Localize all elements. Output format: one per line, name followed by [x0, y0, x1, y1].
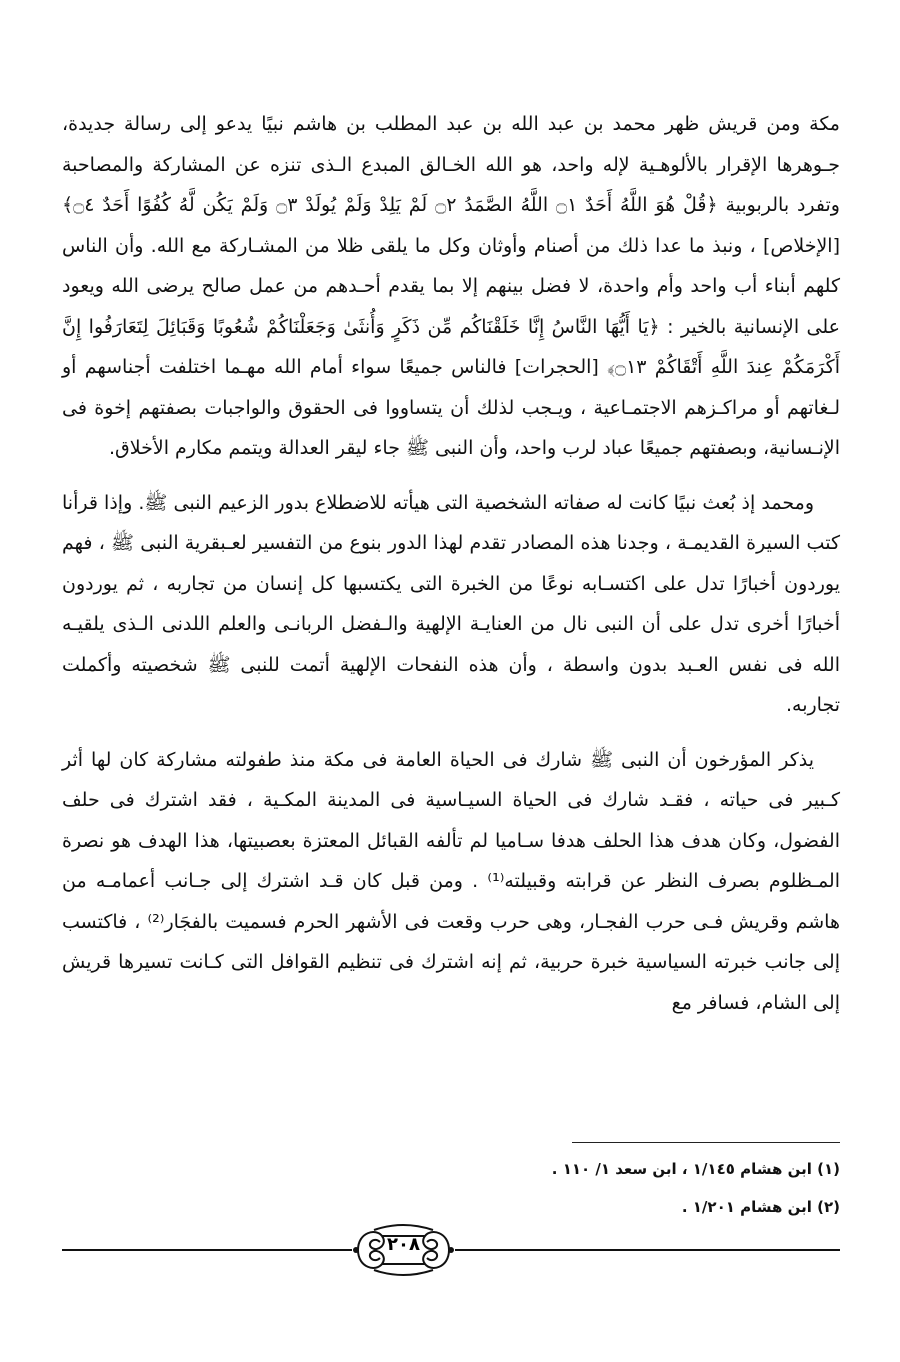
paragraph-2: ومحمد إذ بُعث نبيًا كانت له صفاته الشخصية التى هيأته للاضطلاع بدور الزعيم النبى ﷺ. وإذا قرأنا كتب السيرة القديمـة ، وجدنا هذه المصادر تقدم لهذا الدور بنوع من التفسير لعـبقرية النبى ﷺ ، فهم يوردون أخبارًا تدل على اكتسـابه نوعًا من الخبرة التى يكتسبها كل إنسان من تجاربه ، ثم يوردون أخبارًا أخرى تدل على أن النبى نال من العنايـة الإلهية والـفضل الربانـى والعلم اللدنى الـذى يلقيـه الله فى نفس العـبد بدون واسطة ، وأن هذه النفحات الإلهية أتمت للنبى ﷺ شخصيته وأكملت تجاربه. [62, 491, 840, 716]
footnote-1: (١) ابن هشام ١/١٤٥ ، ابن سعد ١/ ١١٠ . [551, 1160, 840, 1178]
footnotes [62, 1150, 840, 1226]
paragraph-3: يذكر المؤرخون أن النبى ﷺ شارك فى الحياة العامة فى مكة منذ طفولته مشاركة كان لها أثر كـبير فى حياته ، فقـد شارك فى الحياة السيـاسية فى المدينة المكـية ، فقد اشترك فى حلف الفضول، وكان هدف هذا الحلف هدفا سـاميا لم تألفه القبائل المعتزة بعصبيتها، هذا الهدف هو نصرة المـظلوم بصرف النظر عن قرابته وقبيلته⁽¹⁾ . ومن قبل كان قـد اشترك إلى جـانب أعمامـه من هاشم وقريش فـى حرب الفجـار، وهى حرب وقعت فى الأشهر الحرم فسميت بالفجَار⁽²⁾ ، فاكتسب إلى جانب خبرته السياسية خبرة حربية، ثم إنه اشترك فى تنظيم القوافل التى كـانت تسيرها قريش إلى الشام، فسافر مع [62, 748, 840, 1014]
footer-rule-left [62, 1249, 352, 1251]
footer-rule-right [455, 1249, 840, 1251]
footnote-separator [572, 1142, 840, 1143]
footnote-2: (٢) ابن هشام ١/٢٠١ . [681, 1198, 840, 1216]
page-body [62, 104, 840, 1037]
paragraph-1: مكة ومن قريش ظهر محمد بن عبد الله بن عبد المطلب بن هاشم نبيًا يدعو إلى رسالة جديدة، جـوهرها الإقرار بالألوهـية لإله واحد، هو الله الخـالق المبدع الـذى تنزه عن المشاركة والمصاحبة وتفرد بالربوبية ﴿قُلْ هُوَ اللَّهُ أَحَدٌ ۝١ اللَّهُ الصَّمَدُ ۝٢ لَمْ يَلِدْ وَلَمْ يُولَدْ ۝٣ وَلَمْ يَكُن لَّهُ كُفُوًا أَحَدٌ ۝٤﴾ [الإخلاص] ، ونبذ ما عدا ذلك من أصنام وأوثان وكل ما يلقى ظلا من المشـاركة مع الله. وأن الناس كلهم أبناء أب واحد وأم واحدة، لا فضل بينهم إلا بما يقدم أحـدهم من عمل صالح يرضى الله ويعود على الإنسانية بالخير : ﴿يَا أَيُّهَا النَّاسُ إِنَّا خَلَقْنَاكُم مِّن ذَكَرٍ وَأُنثَىٰ وَجَعَلْنَاكُمْ شُعُوبًا وَقَبَائِلَ لِتَعَارَفُوا إِنَّ أَكْرَمَكُمْ عِندَ اللَّهِ أَتْقَاكُمْ ۝١٣﴾ [الحجرات] فالناس جميعًا سواء أمام الله مهـما اختلفت أجناسهم أو لـغاتهم أو مراكـزهم الاجتمـاعية ، ويـجب لذلك أن يتساووا فى الحقوق والواجبات بصفتهم إخوة فى الإنـسانية، وبصفتهم جميعًا عباد لرب واحد، وأن النبى ﷺ جاء ليقر العدالة ويتمم مكارم الأخلاق. [62, 113, 840, 459]
page-number: ٢٠٨ [387, 1234, 420, 1255]
